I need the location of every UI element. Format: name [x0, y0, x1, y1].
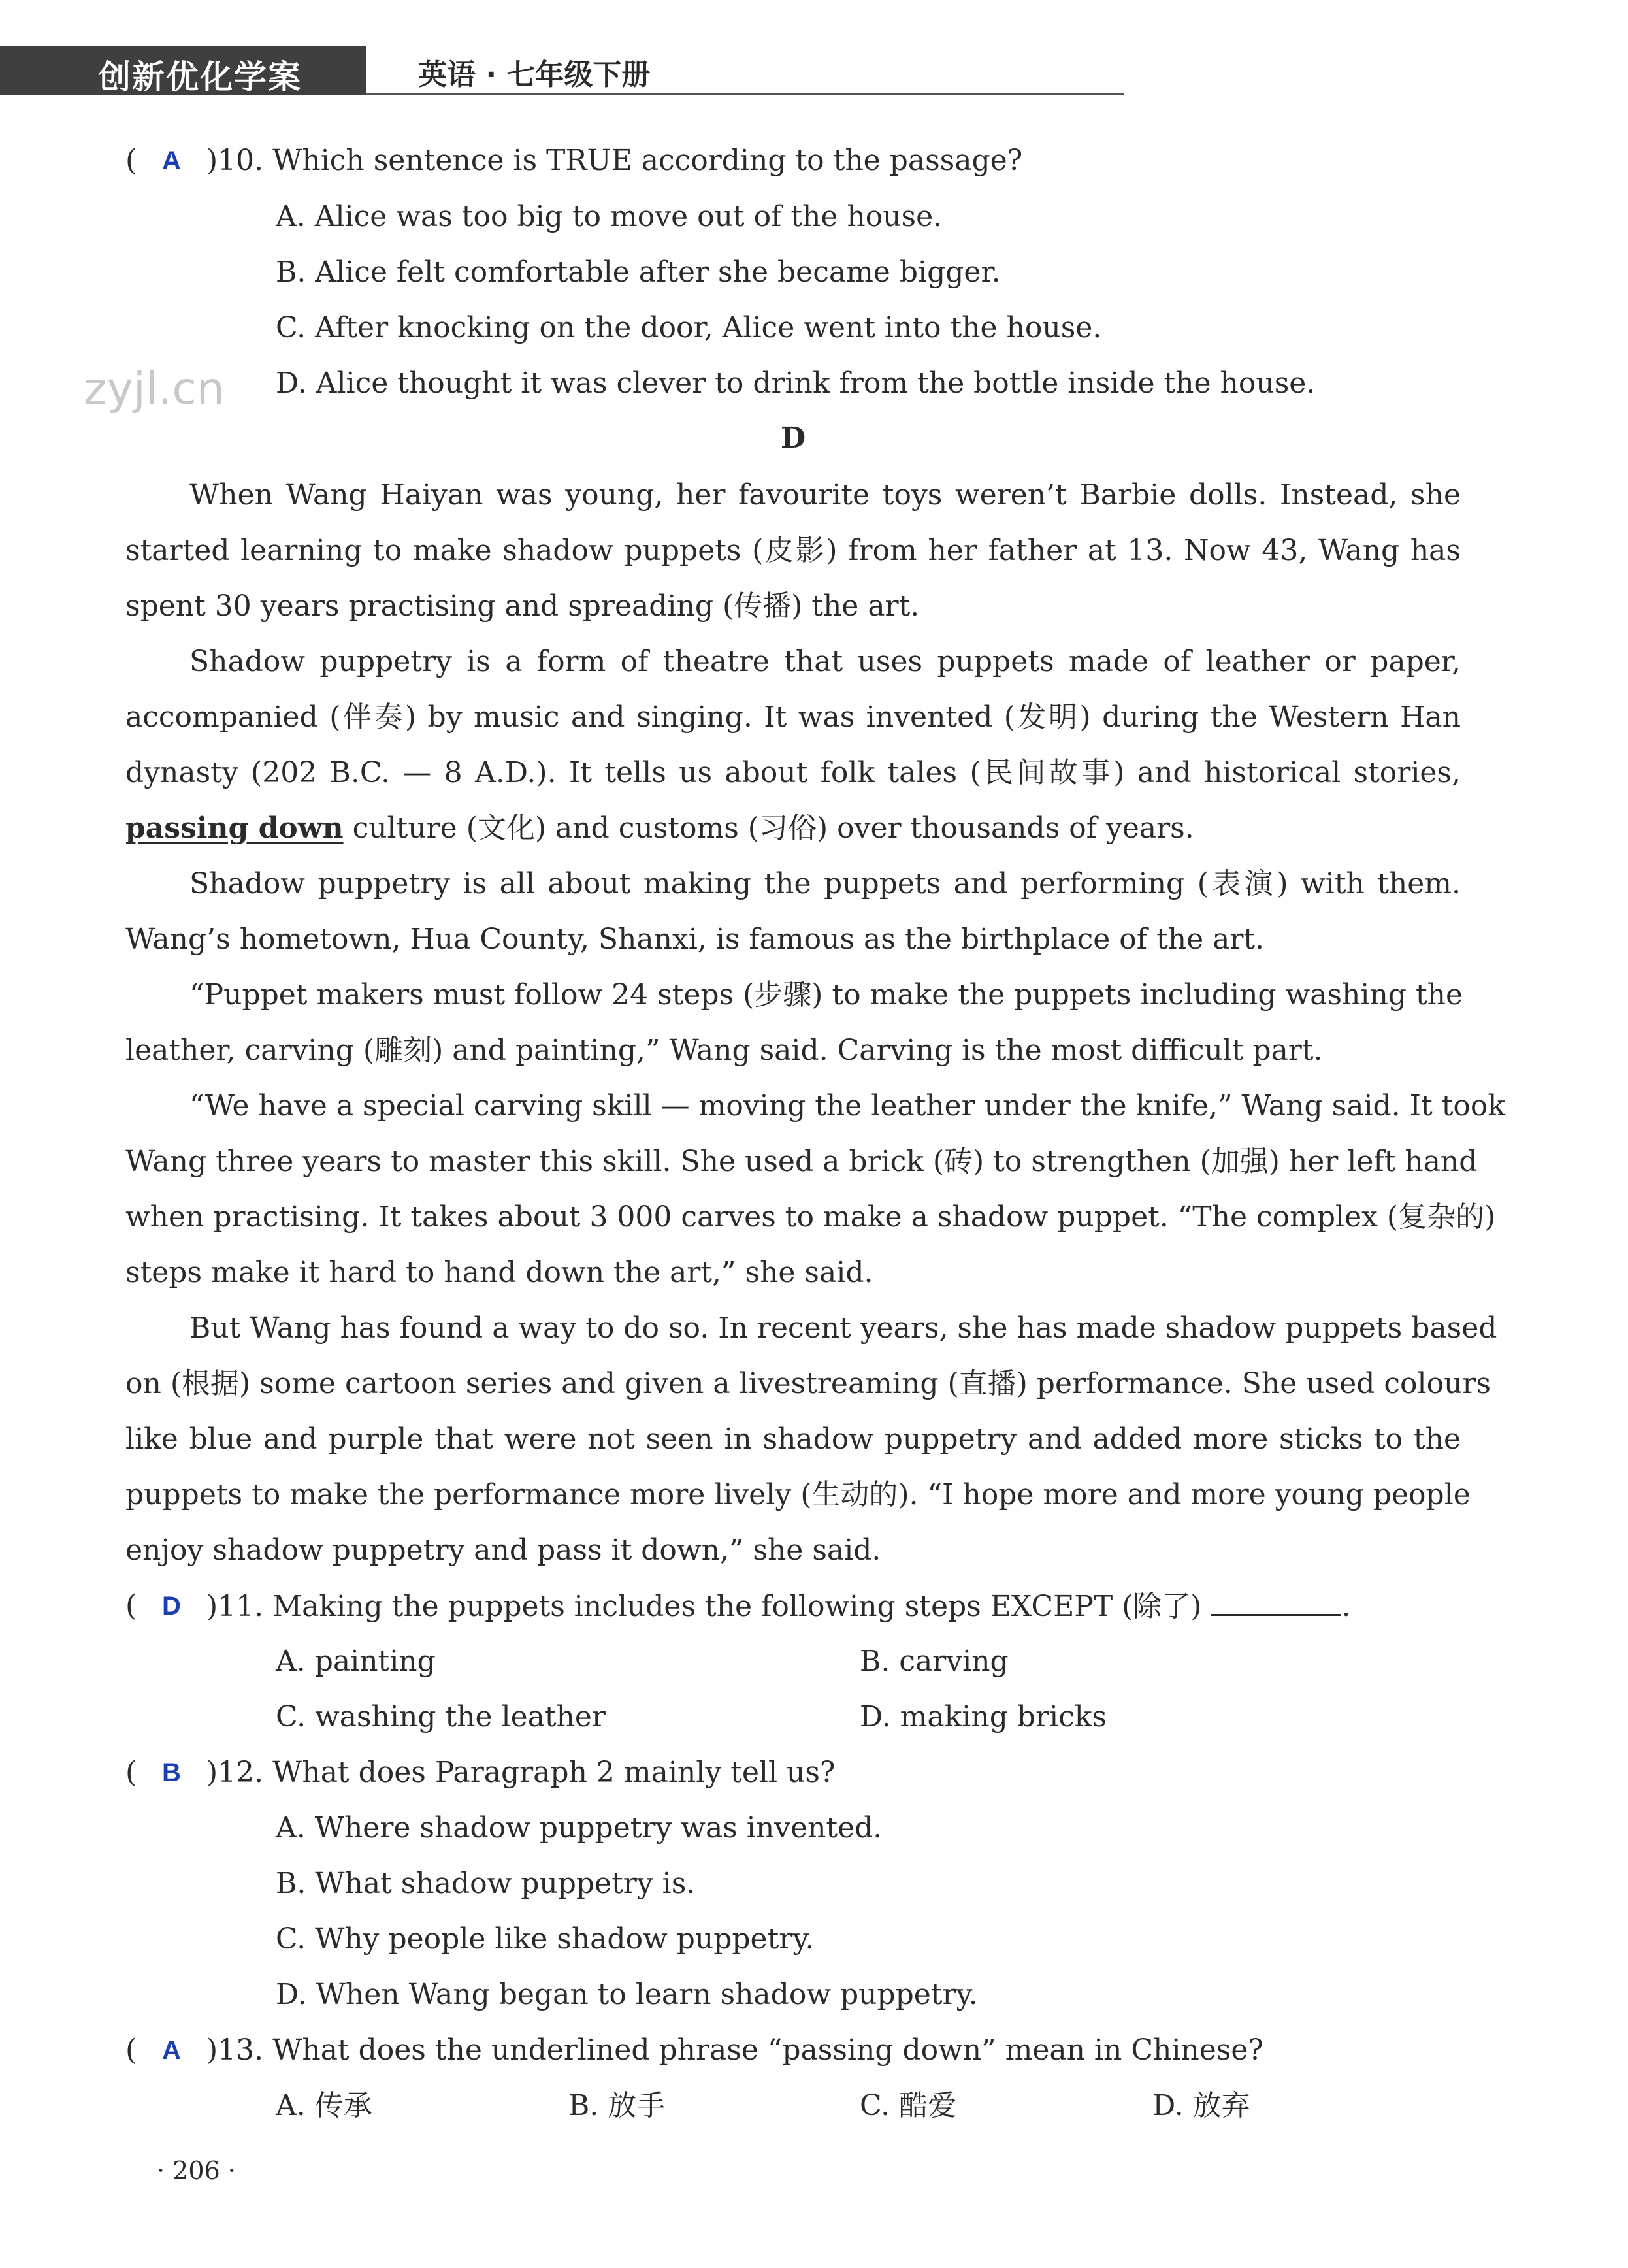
passage-line: Shadow puppetry is all about making the puppets and performing (表演) with them.: [189, 867, 1461, 900]
passage-line: [125, 810, 1194, 847]
header-rule: [366, 93, 1124, 95]
passage-line: “We have a special carving skill — moving the leather under the knife,” Wang said. It took: [189, 1089, 1506, 1123]
q10-open-paren: (: [125, 144, 137, 177]
passage-line: When Wang Haiyan was young, her favourite toys weren’t Barbie dolls. Instead, she: [189, 478, 1461, 512]
q10-option-a: A. Alice was too big to move out of the house.: [276, 200, 943, 233]
book-subject: 英语 · 七年级下册: [418, 58, 651, 91]
q12-option-c: C. Why people like shadow puppetry.: [276, 1922, 815, 1956]
passage-line: puppets to make the performance more lively (生动的). “I hope more and more young people: [125, 1478, 1471, 1511]
q13-option-c: C. 酷爱: [860, 2089, 957, 2122]
passage-line: steps make it hard to hand down the art,” she said.: [125, 1256, 873, 1289]
passage-line: “Puppet makers must follow 24 steps (步骤) to make the puppets including washing the: [189, 978, 1463, 1011]
passage-line: leather, carving (雕刻) and painting,” Wang said. Carving is the most difficult part.: [125, 1034, 1323, 1067]
q11-stem: [206, 1588, 1350, 1625]
underlined-phrase: passing down: [125, 812, 344, 845]
q11-answer: D: [162, 1592, 181, 1620]
q11-option-c: C. washing the leather: [276, 1700, 606, 1734]
passage-line: Wang three years to master this skill. She used a brick (砖) to strengthen (加强) her left hand: [125, 1145, 1478, 1178]
q12-stem: )12. What does Paragraph 2 mainly tell us?: [206, 1756, 836, 1789]
q11-option-d: D. making bricks: [860, 1700, 1107, 1734]
passage-line: accompanied (伴奏) by music and singing. It was invented (发明) during the Western Han: [125, 700, 1461, 734]
passage-line: But Wang has found a way to do so. In recent years, she has made shadow puppets based: [189, 1311, 1497, 1345]
q10-stem: )10. Which sentence is TRUE according to the passage?: [206, 144, 1023, 177]
q11-open-paren: (: [125, 1589, 137, 1622]
q13-option-a: A. 传承: [276, 2089, 372, 2122]
passage-line: Wang’s hometown, Hua County, Shanxi, is famous as the birthplace of the art.: [125, 923, 1265, 956]
q11-stem-text: )11. Making the puppets includes the following steps EXCEPT (除了): [206, 1590, 1202, 1623]
q11-stem-end: .: [1341, 1590, 1351, 1623]
passage-line: Shadow puppetry is a form of theatre that uses puppets made of leather or paper,: [189, 645, 1461, 678]
page-number: · 206 ·: [157, 2156, 236, 2185]
q10-option-d: D. Alice thought it was clever to drink from the bottle inside the house.: [276, 367, 1316, 400]
section-heading: D: [781, 421, 806, 455]
q12-option-d: D. When Wang began to learn shadow puppetry.: [276, 1978, 978, 2011]
q13-option-d: D. 放弃: [1152, 2089, 1250, 2122]
passage-line-rest: culture (文化) and customs (习俗) over thousands of years.: [343, 812, 1194, 845]
q10-answer: A: [162, 146, 181, 175]
passage-line: when practising. It takes about 3 000 carves to make a shadow puppet. “The complex (复杂的): [125, 1200, 1496, 1234]
q12-open-paren: (: [125, 1756, 137, 1789]
q11-option-b: B. carving: [860, 1645, 1009, 1678]
watermark: zyjl.cn: [84, 363, 225, 415]
q12-option-a: A. Where shadow puppetry was invented.: [276, 1811, 883, 1845]
q10-option-c: C. After knocking on the door, Alice went into the house.: [276, 311, 1102, 344]
passage-line: like blue and purple that were not seen in shadow puppetry and added more sticks to the: [125, 1422, 1461, 1456]
passage-line: dynasty (202 B.C. — 8 A.D.). It tells us about folk tales (民间故事) and historical stories,: [125, 756, 1461, 789]
q12-option-b: B. What shadow puppetry is.: [276, 1867, 696, 1900]
passage-line: on (根据) some cartoon series and given a livestreaming (直播) performance. She used colours: [125, 1367, 1491, 1400]
passage-line: enjoy shadow puppetry and pass it down,” she said.: [125, 1534, 881, 1567]
q13-answer: A: [162, 2036, 181, 2065]
answer-blank: [1211, 1588, 1341, 1616]
q11-option-a: A. painting: [276, 1645, 436, 1678]
q13-open-paren: (: [125, 2033, 137, 2067]
q12-answer: B: [162, 1758, 181, 1787]
book-brand: 创新优化学案: [98, 58, 302, 96]
passage-line: started learning to make shadow puppets (皮影) from her father at 13. Now 43, Wang has: [125, 534, 1461, 567]
q13-stem: )13. What does the underlined phrase “passing down” mean in Chinese?: [206, 2033, 1263, 2067]
q10-option-b: B. Alice felt comfortable after she became bigger.: [276, 255, 1001, 289]
passage-line: spent 30 years practising and spreading (传播) the art.: [125, 589, 920, 623]
q13-option-b: B. 放手: [568, 2089, 666, 2122]
